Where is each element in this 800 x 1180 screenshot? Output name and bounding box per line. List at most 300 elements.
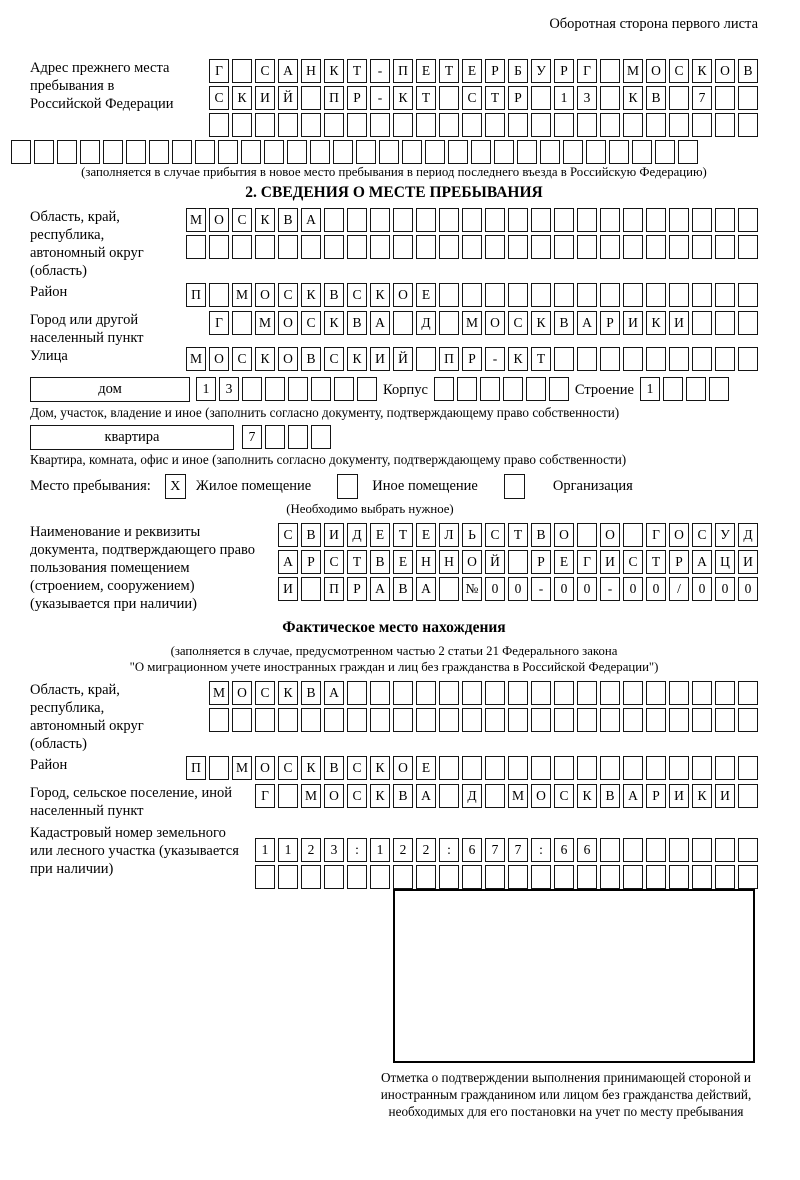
char-cell[interactable]	[669, 208, 689, 232]
inoe-checkbox[interactable]	[337, 474, 358, 499]
char-cell[interactable]	[600, 347, 620, 371]
char-cell[interactable]	[416, 208, 436, 232]
char-cell[interactable]: К	[255, 347, 275, 371]
char-cell[interactable]	[508, 235, 528, 259]
char-cell[interactable]: Л	[439, 523, 459, 547]
char-cell[interactable]	[669, 756, 689, 780]
char-cell[interactable]	[623, 347, 643, 371]
char-cell[interactable]: 0	[715, 577, 735, 601]
char-cell[interactable]	[439, 311, 459, 335]
char-cell[interactable]: Д	[738, 523, 758, 547]
char-cell[interactable]	[692, 756, 712, 780]
char-cell[interactable]	[209, 113, 229, 137]
char-cell[interactable]: С	[278, 523, 298, 547]
char-cell[interactable]	[554, 347, 574, 371]
fact-oblast-row-2[interactable]	[209, 708, 758, 732]
char-cell[interactable]	[126, 140, 146, 164]
char-cell[interactable]	[370, 235, 390, 259]
char-cell[interactable]: К	[646, 311, 666, 335]
char-cell[interactable]: С	[255, 681, 275, 705]
char-cell[interactable]: 1	[640, 377, 660, 401]
char-cell[interactable]: 0	[646, 577, 666, 601]
char-cell[interactable]	[462, 208, 482, 232]
char-cell[interactable]	[646, 347, 666, 371]
char-cell[interactable]: 7	[485, 838, 505, 862]
char-cell[interactable]: Е	[393, 550, 413, 574]
char-cell[interactable]: И	[669, 311, 689, 335]
char-cell[interactable]: К	[370, 756, 390, 780]
oblast-row-1[interactable]	[186, 208, 758, 232]
char-cell[interactable]: К	[301, 756, 321, 780]
char-cell[interactable]	[623, 756, 643, 780]
char-cell[interactable]: В	[646, 86, 666, 110]
char-cell[interactable]: 1	[196, 377, 216, 401]
ulitsa-row[interactable]	[186, 347, 758, 371]
char-cell[interactable]: К	[255, 208, 275, 232]
char-cell[interactable]	[531, 708, 551, 732]
char-cell[interactable]	[264, 140, 284, 164]
char-cell[interactable]	[416, 235, 436, 259]
char-cell[interactable]	[324, 708, 344, 732]
char-cell[interactable]: С	[623, 550, 643, 574]
char-cell[interactable]	[370, 865, 390, 889]
char-cell[interactable]: С	[232, 347, 252, 371]
char-cell[interactable]	[462, 235, 482, 259]
char-cell[interactable]	[232, 235, 252, 259]
char-cell[interactable]	[738, 283, 758, 307]
char-cell[interactable]: П	[324, 577, 344, 601]
char-cell[interactable]	[334, 377, 354, 401]
char-cell[interactable]	[715, 235, 735, 259]
char-cell[interactable]	[531, 113, 551, 137]
char-cell[interactable]: О	[715, 59, 735, 83]
char-cell[interactable]	[600, 113, 620, 137]
char-cell[interactable]	[646, 708, 666, 732]
char-cell[interactable]	[692, 113, 712, 137]
char-cell[interactable]	[709, 377, 729, 401]
char-cell[interactable]	[715, 865, 735, 889]
char-cell[interactable]: 0	[485, 577, 505, 601]
char-cell[interactable]: О	[462, 550, 482, 574]
char-cell[interactable]: К	[324, 59, 344, 83]
char-cell[interactable]: :	[347, 838, 367, 862]
char-cell[interactable]: О	[278, 347, 298, 371]
char-cell[interactable]: О	[554, 523, 574, 547]
char-cell[interactable]: Е	[554, 550, 574, 574]
char-cell[interactable]	[439, 681, 459, 705]
char-cell[interactable]	[439, 283, 459, 307]
char-cell[interactable]: О	[278, 311, 298, 335]
char-cell[interactable]	[288, 425, 308, 449]
char-cell[interactable]: №	[462, 577, 482, 601]
char-cell[interactable]: А	[416, 784, 436, 808]
char-cell[interactable]	[554, 208, 574, 232]
char-cell[interactable]	[554, 708, 574, 732]
char-cell[interactable]	[646, 113, 666, 137]
char-cell[interactable]	[623, 681, 643, 705]
prev-address-row-4[interactable]	[11, 140, 758, 164]
char-cell[interactable]: Р	[462, 347, 482, 371]
char-cell[interactable]: Й	[485, 550, 505, 574]
char-cell[interactable]	[301, 235, 321, 259]
char-cell[interactable]	[577, 113, 597, 137]
char-cell[interactable]	[715, 311, 735, 335]
char-cell[interactable]	[416, 681, 436, 705]
char-cell[interactable]: О	[255, 283, 275, 307]
char-cell[interactable]: 1	[255, 838, 275, 862]
char-cell[interactable]: 0	[738, 577, 758, 601]
char-cell[interactable]: Н	[439, 550, 459, 574]
char-cell[interactable]: К	[278, 681, 298, 705]
char-cell[interactable]: О	[600, 523, 620, 547]
char-cell[interactable]	[669, 86, 689, 110]
char-cell[interactable]	[485, 235, 505, 259]
char-cell[interactable]	[288, 377, 308, 401]
char-cell[interactable]	[439, 577, 459, 601]
char-cell[interactable]	[324, 113, 344, 137]
char-cell[interactable]: К	[692, 59, 712, 83]
char-cell[interactable]	[301, 865, 321, 889]
char-cell[interactable]	[278, 784, 298, 808]
char-cell[interactable]: М	[301, 784, 321, 808]
char-cell[interactable]: М	[209, 681, 229, 705]
char-cell[interactable]	[439, 113, 459, 137]
char-cell[interactable]	[434, 377, 454, 401]
char-cell[interactable]	[715, 86, 735, 110]
char-cell[interactable]: И	[255, 86, 275, 110]
char-cell[interactable]: К	[623, 86, 643, 110]
char-cell[interactable]: Т	[485, 86, 505, 110]
char-cell[interactable]: Е	[370, 523, 390, 547]
char-cell[interactable]	[600, 681, 620, 705]
char-cell[interactable]	[416, 347, 436, 371]
char-cell[interactable]: А	[301, 208, 321, 232]
char-cell[interactable]: Р	[347, 577, 367, 601]
char-cell[interactable]	[425, 140, 445, 164]
char-cell[interactable]: М	[232, 283, 252, 307]
char-cell[interactable]: О	[393, 283, 413, 307]
char-cell[interactable]	[356, 140, 376, 164]
char-cell[interactable]	[34, 140, 54, 164]
char-cell[interactable]	[347, 235, 367, 259]
char-cell[interactable]	[669, 865, 689, 889]
char-cell[interactable]: В	[370, 550, 390, 574]
char-cell[interactable]	[715, 681, 735, 705]
char-cell[interactable]	[57, 140, 77, 164]
kadastr-row-2[interactable]	[255, 865, 758, 889]
char-cell[interactable]	[623, 708, 643, 732]
char-cell[interactable]	[439, 708, 459, 732]
char-cell[interactable]: О	[485, 311, 505, 335]
char-cell[interactable]: С	[554, 784, 574, 808]
char-cell[interactable]	[692, 838, 712, 862]
char-cell[interactable]: К	[508, 347, 528, 371]
char-cell[interactable]: И	[623, 311, 643, 335]
char-cell[interactable]	[549, 377, 569, 401]
char-cell[interactable]	[209, 708, 229, 732]
char-cell[interactable]	[508, 550, 528, 574]
char-cell[interactable]	[669, 235, 689, 259]
char-cell[interactable]	[232, 59, 252, 83]
char-cell[interactable]: О	[324, 784, 344, 808]
char-cell[interactable]: 7	[242, 425, 262, 449]
char-cell[interactable]	[738, 681, 758, 705]
char-cell[interactable]: А	[370, 577, 390, 601]
char-cell[interactable]	[623, 283, 643, 307]
char-cell[interactable]	[278, 235, 298, 259]
char-cell[interactable]: :	[439, 838, 459, 862]
char-cell[interactable]	[508, 756, 528, 780]
char-cell[interactable]	[370, 708, 390, 732]
char-cell[interactable]: 6	[577, 838, 597, 862]
char-cell[interactable]	[255, 708, 275, 732]
char-cell[interactable]	[480, 377, 500, 401]
char-cell[interactable]: И	[715, 784, 735, 808]
char-cell[interactable]	[646, 756, 666, 780]
char-cell[interactable]: Е	[416, 59, 436, 83]
char-cell[interactable]	[577, 708, 597, 732]
char-cell[interactable]	[462, 865, 482, 889]
char-cell[interactable]	[738, 86, 758, 110]
char-cell[interactable]: Е	[416, 283, 436, 307]
char-cell[interactable]: Р	[347, 86, 367, 110]
char-cell[interactable]: П	[186, 756, 206, 780]
char-cell[interactable]	[103, 140, 123, 164]
char-cell[interactable]	[563, 140, 583, 164]
char-cell[interactable]: В	[554, 311, 574, 335]
char-cell[interactable]: Г	[577, 59, 597, 83]
char-cell[interactable]	[370, 208, 390, 232]
char-cell[interactable]	[646, 283, 666, 307]
char-cell[interactable]	[669, 681, 689, 705]
char-cell[interactable]	[609, 140, 629, 164]
char-cell[interactable]	[324, 865, 344, 889]
char-cell[interactable]	[669, 347, 689, 371]
char-cell[interactable]	[692, 347, 712, 371]
char-cell[interactable]	[692, 708, 712, 732]
char-cell[interactable]	[738, 838, 758, 862]
char-cell[interactable]	[692, 865, 712, 889]
char-cell[interactable]: П	[439, 347, 459, 371]
char-cell[interactable]	[738, 784, 758, 808]
char-cell[interactable]: Г	[577, 550, 597, 574]
char-cell[interactable]: А	[324, 681, 344, 705]
char-cell[interactable]: 1	[554, 86, 574, 110]
char-cell[interactable]: С	[232, 208, 252, 232]
char-cell[interactable]: К	[324, 311, 344, 335]
char-cell[interactable]	[278, 708, 298, 732]
char-cell[interactable]: Р	[301, 550, 321, 574]
char-cell[interactable]: Ц	[715, 550, 735, 574]
char-cell[interactable]	[485, 865, 505, 889]
char-cell[interactable]	[686, 377, 706, 401]
char-cell[interactable]: С	[255, 59, 275, 83]
char-cell[interactable]	[531, 208, 551, 232]
char-cell[interactable]	[531, 86, 551, 110]
char-cell[interactable]: -	[531, 577, 551, 601]
char-cell[interactable]: К	[577, 784, 597, 808]
char-cell[interactable]	[485, 681, 505, 705]
char-cell[interactable]	[448, 140, 468, 164]
char-cell[interactable]	[195, 140, 215, 164]
char-cell[interactable]: 7	[508, 838, 528, 862]
char-cell[interactable]: 7	[692, 86, 712, 110]
char-cell[interactable]: Ь	[462, 523, 482, 547]
char-cell[interactable]: Г	[209, 59, 229, 83]
char-cell[interactable]	[577, 756, 597, 780]
raion-row[interactable]	[186, 283, 758, 307]
organizatsiya-checkbox[interactable]	[504, 474, 525, 499]
char-cell[interactable]	[370, 113, 390, 137]
char-cell[interactable]	[503, 377, 523, 401]
char-cell[interactable]: С	[324, 347, 344, 371]
char-cell[interactable]: Т	[531, 347, 551, 371]
char-cell[interactable]	[393, 681, 413, 705]
char-cell[interactable]: Т	[347, 59, 367, 83]
char-cell[interactable]	[600, 865, 620, 889]
char-cell[interactable]	[577, 283, 597, 307]
char-cell[interactable]	[287, 140, 307, 164]
char-cell[interactable]: М	[508, 784, 528, 808]
char-cell[interactable]: Й	[393, 347, 413, 371]
char-cell[interactable]: В	[600, 784, 620, 808]
char-cell[interactable]: И	[370, 347, 390, 371]
char-cell[interactable]	[738, 865, 758, 889]
char-cell[interactable]: С	[301, 311, 321, 335]
char-cell[interactable]	[663, 377, 683, 401]
char-cell[interactable]: С	[692, 523, 712, 547]
char-cell[interactable]	[301, 86, 321, 110]
char-cell[interactable]	[439, 784, 459, 808]
char-cell[interactable]	[278, 113, 298, 137]
kadastr-row-1[interactable]	[255, 838, 758, 862]
char-cell[interactable]: М	[186, 208, 206, 232]
char-cell[interactable]: М	[255, 311, 275, 335]
char-cell[interactable]	[439, 235, 459, 259]
char-cell[interactable]	[738, 208, 758, 232]
char-cell[interactable]	[646, 838, 666, 862]
char-cell[interactable]	[462, 708, 482, 732]
char-cell[interactable]	[655, 140, 675, 164]
char-cell[interactable]	[462, 681, 482, 705]
char-cell[interactable]: К	[692, 784, 712, 808]
char-cell[interactable]	[623, 113, 643, 137]
char-cell[interactable]: Р	[600, 311, 620, 335]
char-cell[interactable]: -	[485, 347, 505, 371]
char-cell[interactable]	[393, 208, 413, 232]
char-cell[interactable]	[485, 784, 505, 808]
char-cell[interactable]	[738, 235, 758, 259]
char-cell[interactable]: В	[531, 523, 551, 547]
char-cell[interactable]	[402, 140, 422, 164]
char-cell[interactable]	[508, 865, 528, 889]
char-cell[interactable]: И	[278, 577, 298, 601]
char-cell[interactable]: 0	[554, 577, 574, 601]
char-cell[interactable]: У	[531, 59, 551, 83]
char-cell[interactable]: Д	[416, 311, 436, 335]
char-cell[interactable]	[508, 283, 528, 307]
char-cell[interactable]: О	[646, 59, 666, 83]
char-cell[interactable]	[738, 708, 758, 732]
char-cell[interactable]	[457, 377, 477, 401]
char-cell[interactable]	[554, 283, 574, 307]
char-cell[interactable]: В	[347, 311, 367, 335]
char-cell[interactable]	[531, 283, 551, 307]
char-cell[interactable]: Р	[554, 59, 574, 83]
char-cell[interactable]	[554, 235, 574, 259]
char-cell[interactable]	[439, 208, 459, 232]
char-cell[interactable]: В	[278, 208, 298, 232]
char-cell[interactable]	[494, 140, 514, 164]
char-cell[interactable]: К	[370, 283, 390, 307]
fact-raion-row[interactable]	[186, 756, 758, 780]
char-cell[interactable]	[278, 865, 298, 889]
char-cell[interactable]	[324, 208, 344, 232]
char-cell[interactable]	[485, 113, 505, 137]
char-cell[interactable]	[471, 140, 491, 164]
char-cell[interactable]	[554, 756, 574, 780]
char-cell[interactable]: К	[347, 347, 367, 371]
zhiloe-checkbox[interactable]: X	[165, 474, 186, 499]
char-cell[interactable]	[554, 865, 574, 889]
char-cell[interactable]	[393, 235, 413, 259]
char-cell[interactable]: -	[370, 59, 390, 83]
char-cell[interactable]: М	[462, 311, 482, 335]
char-cell[interactable]	[370, 681, 390, 705]
char-cell[interactable]	[646, 235, 666, 259]
char-cell[interactable]: Е	[416, 523, 436, 547]
char-cell[interactable]: И	[324, 523, 344, 547]
char-cell[interactable]	[310, 140, 330, 164]
char-cell[interactable]: К	[370, 784, 390, 808]
char-cell[interactable]: В	[301, 347, 321, 371]
char-cell[interactable]: 1	[370, 838, 390, 862]
char-cell[interactable]: Н	[301, 59, 321, 83]
char-cell[interactable]: Г	[646, 523, 666, 547]
char-cell[interactable]: Г	[209, 311, 229, 335]
char-cell[interactable]	[715, 113, 735, 137]
char-cell[interactable]	[678, 140, 698, 164]
char-cell[interactable]	[738, 347, 758, 371]
char-cell[interactable]	[508, 208, 528, 232]
char-cell[interactable]	[301, 708, 321, 732]
char-cell[interactable]	[393, 865, 413, 889]
char-cell[interactable]	[439, 865, 459, 889]
char-cell[interactable]	[623, 838, 643, 862]
char-cell[interactable]	[301, 113, 321, 137]
char-cell[interactable]	[149, 140, 169, 164]
char-cell[interactable]: С	[508, 311, 528, 335]
char-cell[interactable]: А	[278, 550, 298, 574]
char-cell[interactable]	[232, 113, 252, 137]
char-cell[interactable]	[531, 681, 551, 705]
char-cell[interactable]	[347, 708, 367, 732]
char-cell[interactable]: С	[324, 550, 344, 574]
char-cell[interactable]	[311, 425, 331, 449]
char-cell[interactable]	[209, 756, 229, 780]
char-cell[interactable]: И	[600, 550, 620, 574]
char-cell[interactable]: 0	[623, 577, 643, 601]
char-cell[interactable]: 0	[692, 577, 712, 601]
char-cell[interactable]: О	[209, 208, 229, 232]
char-cell[interactable]	[333, 140, 353, 164]
char-cell[interactable]: Т	[646, 550, 666, 574]
char-cell[interactable]: И	[738, 550, 758, 574]
oblast-row-2[interactable]	[186, 235, 758, 259]
char-cell[interactable]	[255, 235, 275, 259]
char-cell[interactable]: Д	[347, 523, 367, 547]
char-cell[interactable]: В	[738, 59, 758, 83]
